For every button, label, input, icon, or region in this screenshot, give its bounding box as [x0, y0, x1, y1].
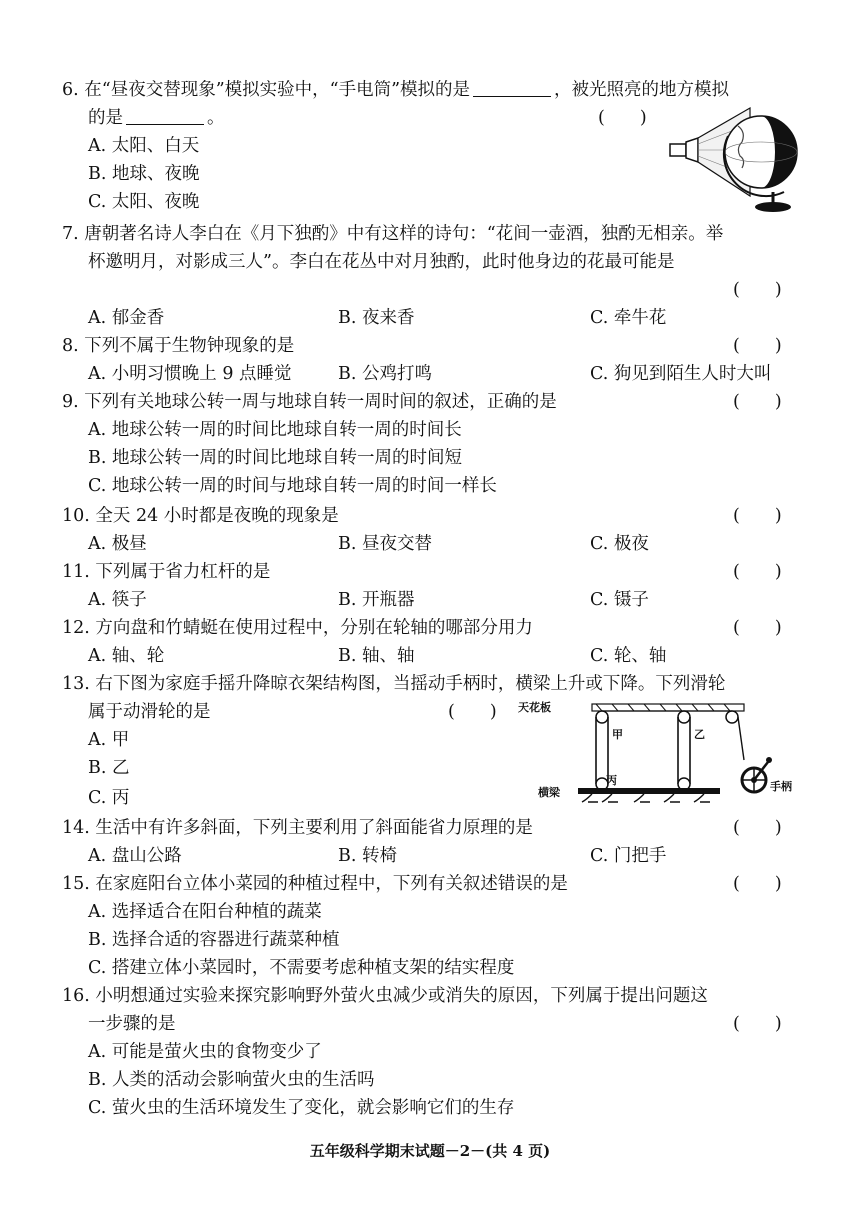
q13-option-a: A. 甲	[88, 730, 130, 750]
q6-answer-paren[interactable]: ( )	[598, 108, 647, 128]
q14-stem: 14. 生活中有许多斜面，下列主要利用了斜面能省力原理的是	[62, 818, 533, 838]
q10-option-b: B. 昼夜交替	[338, 534, 432, 554]
q9-answer-paren[interactable]: ( )	[733, 392, 782, 412]
q16-option-c: C. 萤火虫的生活环境发生了变化，就会影响它们的生存	[88, 1098, 515, 1118]
q7-option-c: C. 牵牛花	[590, 308, 667, 328]
q11-option-a: A. 筷子	[88, 590, 147, 610]
q7-answer-paren[interactable]: ( )	[733, 280, 782, 300]
q7-stem-line1: 7. 唐朝著名诗人李白在《月下独酌》中有这样的诗句：“花间一壶酒，独酌无相亲。举	[62, 224, 724, 244]
q16-answer-paren[interactable]: ( )	[733, 1014, 782, 1034]
q14-option-a: A. 盘山公路	[88, 846, 182, 866]
q15-option-b: B. 选择合适的容器进行蔬菜种植	[88, 930, 340, 950]
q9-option-a: A. 地球公转一周的时间比地球自转一周的时间长	[88, 420, 462, 440]
label-handle: 手柄	[770, 780, 792, 793]
page-footer: 五年级科学期末试题－2－(共 4 页)	[309, 1142, 551, 1160]
label-pulley-jia: 甲	[612, 728, 623, 741]
q12-option-a: A. 轴、轮	[88, 646, 165, 666]
q6-option-b: B. 地球、夜晚	[88, 164, 200, 184]
q7-stem-line2: 杯邀明月，对影成三人”。李白在花丛中对月独酌，此时他身边的花最可能是	[88, 252, 675, 272]
q12-option-c: C. 轮、轴	[590, 646, 667, 666]
q6-blank-1[interactable]	[473, 78, 551, 97]
q7-option-a: A. 郁金香	[88, 308, 165, 328]
q13-option-c: C. 丙	[88, 788, 130, 808]
q6-option-c: C. 太阳、夜晚	[88, 192, 200, 212]
q15-stem: 15. 在家庭阳台立体小菜园的种植过程中，下列有关叙述错误的是	[62, 874, 568, 894]
q8-option-b: B. 公鸡打鸣	[338, 364, 432, 384]
q9-stem: 9. 下列有关地球公转一周与地球自转一周时间的叙述，正确的是	[62, 392, 557, 412]
q15-option-c: C. 搭建立体小菜园时，不需要考虑种植支架的结实程度	[88, 958, 515, 978]
q15-answer-paren[interactable]: ( )	[733, 874, 782, 894]
q6-option-a: A. 太阳、白天	[88, 136, 200, 156]
q11-answer-paren[interactable]: ( )	[733, 562, 782, 582]
label-pulley-yi: 乙	[694, 728, 705, 741]
q16-option-a: A. 可能是萤火虫的食物变少了	[88, 1042, 322, 1062]
label-pulley-bing: 丙	[606, 774, 617, 787]
q8-option-c: C. 狗见到陌生人时大叫	[590, 364, 772, 384]
q6-stem-line2: 的是 。	[88, 108, 225, 128]
q6-stem-line1: 6. 在“昼夜交替现象”模拟实验中，“手电筒”模拟的是 ，被光照亮的地方模拟	[62, 80, 730, 100]
q16-option-b: B. 人类的活动会影响萤火虫的生活吗	[88, 1070, 375, 1090]
q16-stem-line1: 16. 小明想通过实验来探究影响野外萤火虫减少或消失的原因，下列属于提出问题这	[62, 986, 708, 1006]
q9-option-c: C. 地球公转一周的时间与地球自转一周的时间一样长	[88, 476, 497, 496]
q8-option-a: A. 小明习惯晚上 9 点睡觉	[88, 364, 292, 384]
q12-answer-paren[interactable]: ( )	[733, 618, 782, 638]
q12-option-b: B. 轴、轴	[338, 646, 415, 666]
q10-stem: 10. 全天 24 小时都是夜晚的现象是	[62, 506, 339, 526]
q15-option-a: A. 选择适合在阳台种植的蔬菜	[88, 902, 322, 922]
label-ceiling: 天花板	[518, 701, 551, 714]
label-beam: 横梁	[538, 786, 560, 799]
q8-stem: 8. 下列不属于生物钟现象的是	[62, 336, 295, 356]
q6-blank-2[interactable]	[126, 106, 204, 125]
q12-stem: 12. 方向盘和竹蜻蜓在使用过程中，分别在轮轴的哪部分用力	[62, 618, 533, 638]
q13-stem-line2: 属于动滑轮的是	[88, 702, 211, 722]
q10-option-c: C. 极夜	[590, 534, 649, 554]
globe-flashlight-illustration	[668, 104, 803, 214]
q8-answer-paren[interactable]: ( )	[733, 336, 782, 356]
q7-option-b: B. 夜来香	[338, 308, 415, 328]
q11-option-b: B. 开瓶器	[338, 590, 415, 610]
q13-answer-paren[interactable]: ( )	[448, 702, 497, 722]
q11-stem: 11. 下列属于省力杠杆的是	[62, 562, 271, 582]
q11-option-c: C. 镊子	[590, 590, 649, 610]
q13-option-b: B. 乙	[88, 758, 130, 778]
pulley-diagram	[508, 698, 808, 810]
q9-option-b: B. 地球公转一周的时间比地球自转一周的时间短	[88, 448, 462, 468]
q16-stem-line2: 一步骤的是	[88, 1014, 176, 1034]
q10-answer-paren[interactable]: ( )	[733, 506, 782, 526]
q14-answer-paren[interactable]: ( )	[733, 818, 782, 838]
q10-option-a: A. 极昼	[88, 534, 147, 554]
q14-option-c: C. 门把手	[590, 846, 667, 866]
q14-option-b: B. 转椅	[338, 846, 397, 866]
q13-stem-line1: 13. 右下图为家庭手摇升降晾衣架结构图，当摇动手柄时，横梁上升或下降。下列滑轮	[62, 674, 726, 694]
